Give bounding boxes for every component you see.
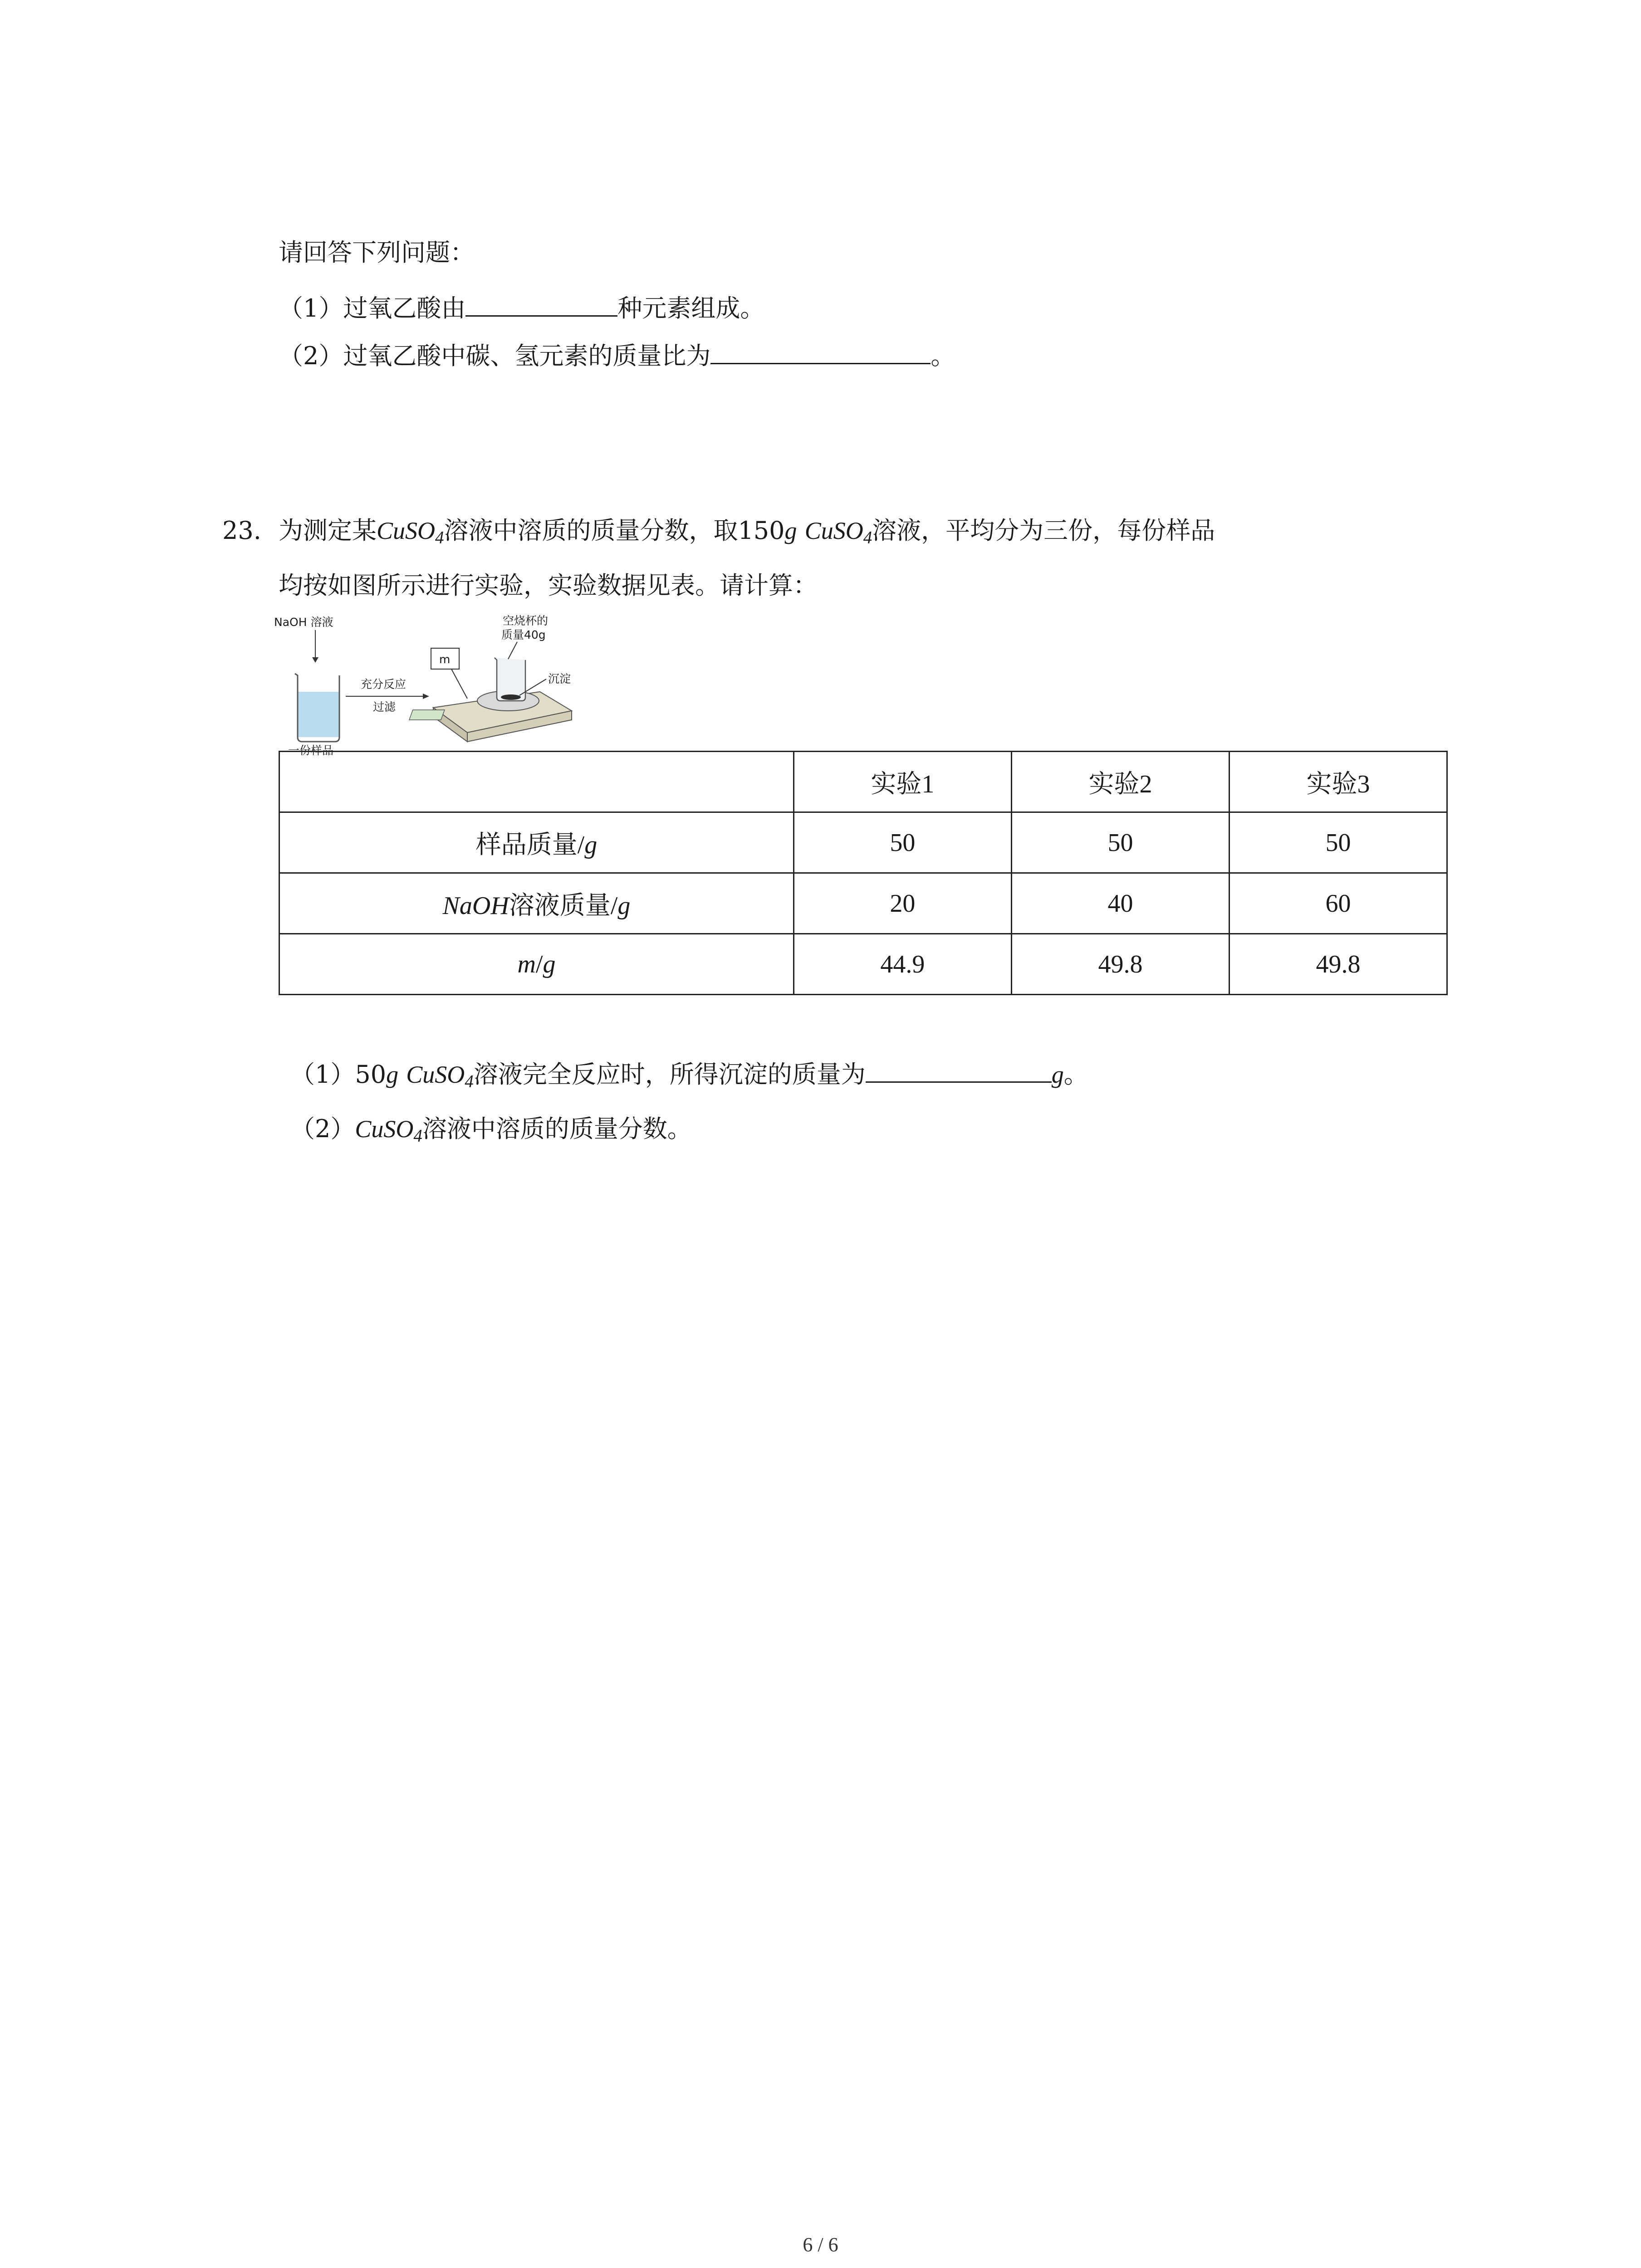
- beaker-pointer: [508, 642, 517, 659]
- table-cell: 60: [1229, 873, 1447, 934]
- answer-blank-element-count[interactable]: [465, 292, 617, 317]
- page-number: 6 / 6: [803, 2234, 838, 2256]
- q23-part1-mid: 溶液完全反应时，所得沉淀的质量为: [473, 1060, 866, 1089]
- row-label-formula: NaOH: [442, 891, 509, 920]
- arrow-bottom-label: 过滤: [373, 700, 396, 714]
- formula-subscript: 4: [863, 528, 872, 547]
- row-label-naoh-mass: [279, 873, 794, 934]
- table-cell: 50: [1229, 812, 1447, 873]
- answer-blank-mass-ratio[interactable]: [710, 339, 931, 364]
- naoh-label: NaOH 溶液: [274, 616, 333, 629]
- unit-g: g: [784, 517, 797, 544]
- formula-cuso4: CuSO: [804, 517, 863, 544]
- table-row: [279, 812, 1447, 873]
- beaker-label-line2: 质量40g: [501, 628, 546, 641]
- table-row: [279, 934, 1447, 995]
- q23-part1: [290, 1058, 1088, 1091]
- q22-part1: [279, 292, 764, 325]
- q23-stem-a: 为测定某: [279, 516, 377, 545]
- formula-subscript: 4: [465, 1071, 474, 1091]
- table-header-cell: [279, 752, 794, 812]
- row-label-m: [279, 934, 794, 995]
- table-cell: 49.8: [1011, 934, 1229, 995]
- process-arrowhead: [423, 694, 429, 699]
- q23-part2-post: 溶液中溶质的质量分数。: [422, 1114, 692, 1143]
- unit-g: g: [1051, 1061, 1064, 1088]
- drip-arrowhead: [312, 657, 318, 663]
- q23-part1-pre: （1）: [290, 1060, 355, 1089]
- q23-stem-c: 溶液，平均分为三份，每份样品: [872, 516, 1215, 545]
- formula-cuso4: CuSO: [377, 517, 436, 544]
- table-cell: 44.9: [794, 934, 1011, 995]
- row-label-text: 样品质量/: [475, 831, 585, 859]
- arrow-top-label: 充分反应: [361, 678, 407, 691]
- row-label-text: 溶液质量/: [509, 891, 618, 920]
- beaker-label-line1: 空烧杯的: [503, 614, 549, 627]
- row-label-var: m: [517, 950, 536, 978]
- sample-label: 一份样品: [288, 744, 334, 757]
- reading-pointer: [451, 669, 467, 699]
- formula-subscript: 4: [413, 1126, 422, 1146]
- table-row: [279, 873, 1447, 934]
- intro-text: 请回答下列问题：: [279, 238, 475, 267]
- row-label-unit: g: [584, 831, 598, 859]
- mass-50: 50: [355, 1060, 387, 1089]
- q22-part1-pre: （1）过氧乙酸由: [279, 294, 466, 323]
- q22-part2: [279, 339, 955, 372]
- table-cell: 40: [1011, 873, 1229, 934]
- table-header-cell: 实验1: [794, 752, 1011, 812]
- balance-scale-icon: [409, 691, 572, 742]
- table-header-cell: 实验2: [1011, 752, 1229, 812]
- q23-part1-post: 。: [1063, 1060, 1088, 1089]
- experiment-data-table: [279, 751, 1448, 995]
- row-label-slash: /: [535, 950, 543, 978]
- q22-part1-post: 种元素组成。: [617, 294, 765, 323]
- formula-cuso4: CuSO: [406, 1061, 465, 1088]
- row-label-unit: g: [543, 950, 556, 978]
- table-header-row: [279, 752, 1447, 812]
- table-cell: 20: [794, 873, 1011, 934]
- formula-cuso4: CuSO: [355, 1115, 414, 1143]
- row-label-sample-mass: [279, 812, 794, 873]
- table-cell: 50: [1011, 812, 1229, 873]
- table-cell: 49.8: [1229, 934, 1447, 995]
- experiment-figure: [272, 610, 599, 757]
- table-cell: 50: [794, 812, 1011, 873]
- precipitate-label: 沉淀: [548, 672, 571, 685]
- unit-g: g: [386, 1061, 399, 1088]
- answer-blank-precipitate-mass[interactable]: [866, 1058, 1052, 1083]
- formula-subscript: 4: [435, 528, 444, 547]
- table-header-cell: 实验3: [1229, 752, 1447, 812]
- q23-part2: [290, 1113, 692, 1145]
- reading-m: m: [439, 653, 451, 666]
- row-label-unit: g: [617, 891, 631, 920]
- q23-number: 23.: [222, 516, 261, 545]
- sample-beaker-icon: [295, 674, 339, 742]
- mass-150: 150: [738, 516, 785, 545]
- q22-part2-post: 。: [931, 342, 955, 370]
- q22-part2-pre: （2）过氧乙酸中碳、氢元素的质量比为: [279, 342, 711, 370]
- q23-stem-line1: [279, 514, 1215, 547]
- q23-stem-b: 溶液中溶质的质量分数，取: [444, 516, 738, 545]
- q23-stem-line2: 均按如图所示进行实验，实验数据见表。请计算：: [279, 571, 818, 600]
- q23-part2-pre: （2）: [290, 1114, 355, 1143]
